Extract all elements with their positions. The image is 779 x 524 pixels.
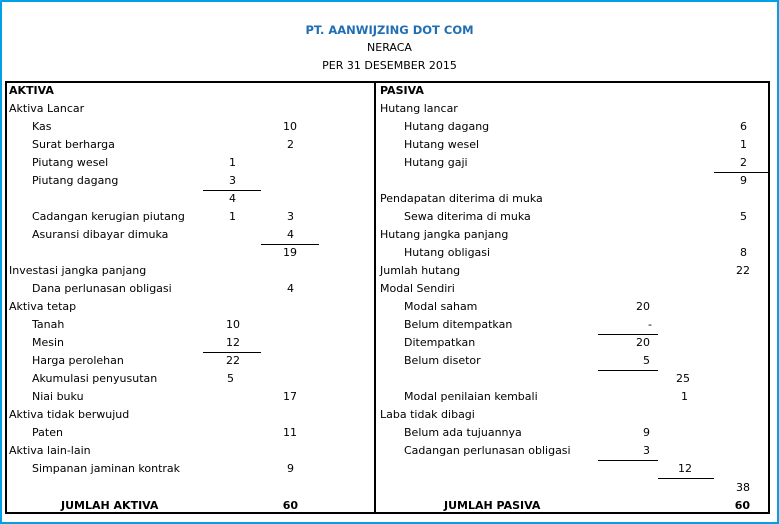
belum-tujuan-label: Belum ada tujuannya [404, 426, 522, 439]
hutang-lancar-label: Hutang lancar [380, 102, 458, 115]
ditempatkan-value: 20 [636, 336, 650, 349]
akumulasi-label: Akumulasi penyusutan [32, 372, 158, 385]
dana-perlunasan-label: Dana perlunasan obligasi [32, 282, 172, 295]
belum-ditempatkan-label: Belum ditempatkan [404, 318, 513, 331]
laba-underline [598, 460, 658, 461]
ditempatkan-label: Ditempatkan [404, 336, 476, 349]
modal-sendiri-label: Modal Sendiri [380, 282, 455, 295]
hutang-obligasi-value: 8 [740, 246, 747, 259]
belum-disetor-label: Belum disetor [404, 354, 481, 367]
hutang-wesel-label: Hutang wesel [404, 138, 480, 151]
tanah-label: Tanah [32, 318, 65, 331]
piutang-subtotal: 4 [229, 192, 236, 205]
aktiva-tetap-label: Aktiva tetap [9, 300, 77, 313]
jumlah-pasiva-value: 60 [734, 499, 750, 512]
paten-label: Paten [32, 426, 63, 439]
surat-berharga-value: 2 [287, 138, 294, 151]
harga-perolehan-label: Harga perolehan [32, 354, 124, 367]
jumlah-hutang-value: 22 [736, 264, 750, 277]
piutang-dagang-label: Piutang dagang [32, 174, 119, 187]
aktiva-lancar-label: Aktiva Lancar [9, 102, 85, 115]
sewa-label: Sewa diterima di muka [404, 210, 531, 223]
kas-label: Kas [32, 120, 52, 133]
hutang-gaji-label: Hutang gaji [404, 156, 468, 169]
surat-berharga-label: Surat berharga [32, 138, 115, 151]
belum-tujuan-value: 9 [643, 426, 650, 439]
jumlah-aktiva-label: JUMLAH AKTIVA [61, 499, 159, 512]
hutang-dagang-label: Hutang dagang [404, 120, 490, 133]
harga-perolehan-value: 22 [226, 354, 240, 367]
aktiva-lancar-total: 19 [283, 246, 297, 259]
tidak-berwujud-label: Aktiva tidak berwujud [9, 408, 130, 421]
laba-subtotal: 12 [678, 462, 692, 475]
belum-ditempatkan-value: - [648, 318, 652, 331]
sewa-value: 5 [740, 210, 747, 223]
mesin-value: 12 [226, 336, 240, 349]
tanah-value: 10 [226, 318, 240, 331]
kas-value: 10 [283, 120, 297, 133]
pasiva-heading: PASIVA [380, 84, 424, 97]
piutang-net-value: 3 [287, 210, 294, 223]
modal-subtotal: 25 [676, 372, 690, 385]
hutang-lancar-total: 9 [740, 174, 747, 187]
aktiva-heading: AKTIVA [9, 84, 54, 97]
piutang-dagang-value: 3 [229, 174, 236, 187]
cadangan-kerugian-value: 1 [229, 210, 236, 223]
hutang-obligasi-label: Hutang obligasi [404, 246, 491, 259]
piutang-wesel-label: Piutang wesel [32, 156, 109, 169]
jumlah-pasiva-label: JUMLAH PASIVA [444, 499, 541, 512]
modal-underline [658, 478, 714, 479]
hutang-wesel-value: 1 [740, 138, 747, 151]
cadangan-kerugian-label: Cadangan kerugian piutang [32, 210, 185, 223]
dana-perlunasan-value: 4 [287, 282, 294, 295]
piutang-wesel-value: 1 [229, 156, 236, 169]
akumulasi-value: 5 [227, 372, 234, 385]
simpanan-value: 9 [287, 462, 294, 475]
report-period: PER 31 DESEMBER 2015 [322, 59, 457, 72]
hutang-jangka-panjang-label: Hutang jangka panjang [380, 228, 509, 241]
belum-disetor-value: 5 [643, 354, 650, 367]
hutang-dagang-value: 6 [740, 120, 747, 133]
laba-label: Laba tidak dibagi [380, 408, 475, 421]
niai-buku-value: 17 [283, 390, 297, 403]
asuransi-label: Asuransi dibayar dimuka [32, 228, 169, 241]
jumlah-hutang-label: Jumlah hutang [380, 264, 461, 277]
aktiva-lain-label: Aktiva lain-lain [9, 444, 91, 457]
modal-penilaian-value: 1 [681, 390, 688, 403]
cadangan-obligasi-value: 3 [643, 444, 650, 457]
asuransi-value: 4 [287, 228, 294, 241]
modal-penilaian-label: Modal penilaian kembali [404, 390, 538, 403]
company-name: PT. AANWIJZING DOT COM [305, 23, 474, 37]
column-divider [374, 81, 376, 514]
disetor-underline [598, 370, 658, 371]
pendapatan-label: Pendapatan diterima di muka [380, 192, 543, 205]
cadangan-obligasi-label: Cadangan perlunasan obligasi [404, 444, 571, 457]
hutang-gaji-value: 2 [740, 156, 747, 169]
paten-value: 11 [283, 426, 297, 439]
modal-total: 38 [736, 481, 750, 494]
niai-buku-label: Niai buku [32, 390, 84, 403]
report-title: NERACA [367, 41, 412, 54]
jumlah-aktiva-value: 60 [282, 499, 298, 512]
modal-saham-value: 20 [636, 300, 650, 313]
mesin-label: Mesin [32, 336, 65, 349]
investasi-label: Investasi jangka panjang [9, 264, 147, 277]
modal-saham-label: Modal saham [404, 300, 478, 313]
simpanan-label: Simpanan jaminan kontrak [32, 462, 181, 475]
